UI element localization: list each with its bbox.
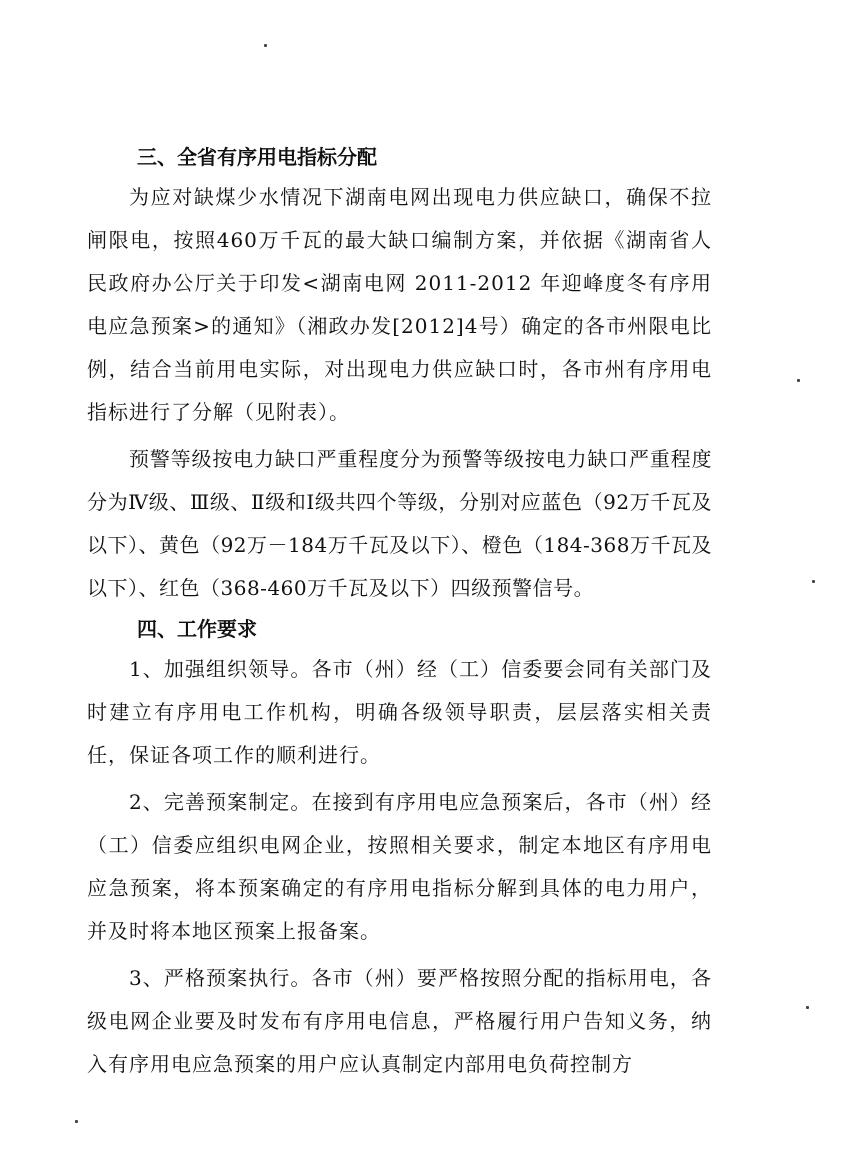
section-3-heading: 三、全省有序用电指标分配 — [137, 145, 377, 169]
scan-speck — [806, 1006, 809, 1009]
scan-speck — [797, 379, 800, 382]
section-4-item-1: 1、加强组织领导。各市（州）经（工）信委要会同有关部门及时建立有序用电工作机构，明确各级领导职责，层层落实相关责任，保证各项工作的顺利进行。 — [87, 657, 712, 767]
section-3-paragraph-1: 为应对缺煤少水情况下湖南电网出现电力供应缺口，确保不拉闸限电，按照460万千瓦的最大缺口编制方案，并依据《湖南省人民政府办公厅关于印发<湖南电网 2011-2012 年迎峰度冬有序用电应急预案>的通知》（湘政办发[2012]4号）确定的各市州限电比例，结合当前用电实际，对出现电力供应缺口时，各市州有序用电指标进行了分解（见附表）。 — [87, 185, 712, 424]
section-4-heading: 四、工作要求 — [137, 617, 257, 641]
scan-speck — [75, 1120, 78, 1123]
section-3-paragraph-2: 预警等级按电力缺口严重程度分为预警等级按电力缺口严重程度分为Ⅳ级、Ⅲ级、Ⅱ级和Ⅰ级共四个等级，分别对应蓝色（92万千瓦及以下）、黄色（92万－184万千瓦及以下）、橙色（184-368万千瓦及以下）、红色（368-460万千瓦及以下）四级预警信号。 — [87, 447, 712, 600]
section-4-item-2: 2、完善预案制定。在接到有序用电应急预案后，各市（州）经（工）信委应组织电网企业，按照相关要求，制定本地区有序用电应急预案，将本预案确定的有序用电指标分解到具体的电力用户，并及时将本地区预案上报备案。 — [87, 790, 712, 943]
document-body — [87, 138, 712, 1086]
section-4-item-3: 3、严格预案执行。各市（州）要严格按照分配的指标用电，各级电网企业要及时发布有序用电信息，严格履行用户告知义务，纳入有序用电应急预案的用户应认真制定内部用电负荷控制方 — [87, 966, 712, 1076]
scan-speck — [264, 44, 267, 47]
scan-speck — [812, 580, 815, 583]
